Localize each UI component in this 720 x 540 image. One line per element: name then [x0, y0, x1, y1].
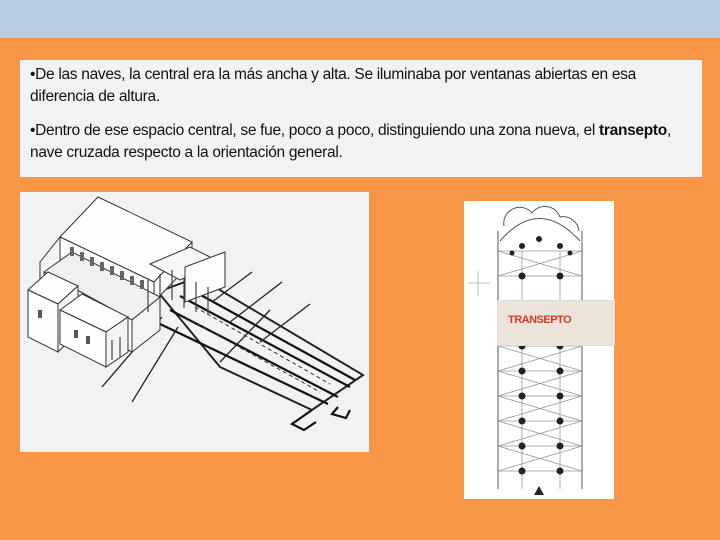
bullet-2-prefix: •Dentro de ese espacio central, se fue, poco a poco, distinguiendo una zona nueva, el [30, 122, 600, 139]
floor-plan [464, 201, 614, 499]
text-box [20, 60, 702, 177]
top-band [0, 0, 720, 38]
bullet-2 [30, 120, 692, 164]
transept-label: TRANSEPTO [508, 314, 572, 326]
basilica-illustration [20, 192, 369, 452]
bullet-2-term: transepto [599, 122, 667, 139]
bullet-2-suffix: , nave cruzada respecto a la orientación general. [30, 122, 671, 161]
bullet-1: •De las naves, la central era la más ancha y alta. Se iluminaba por ventanas abiertas en esa diferencia de altura. [30, 66, 636, 105]
